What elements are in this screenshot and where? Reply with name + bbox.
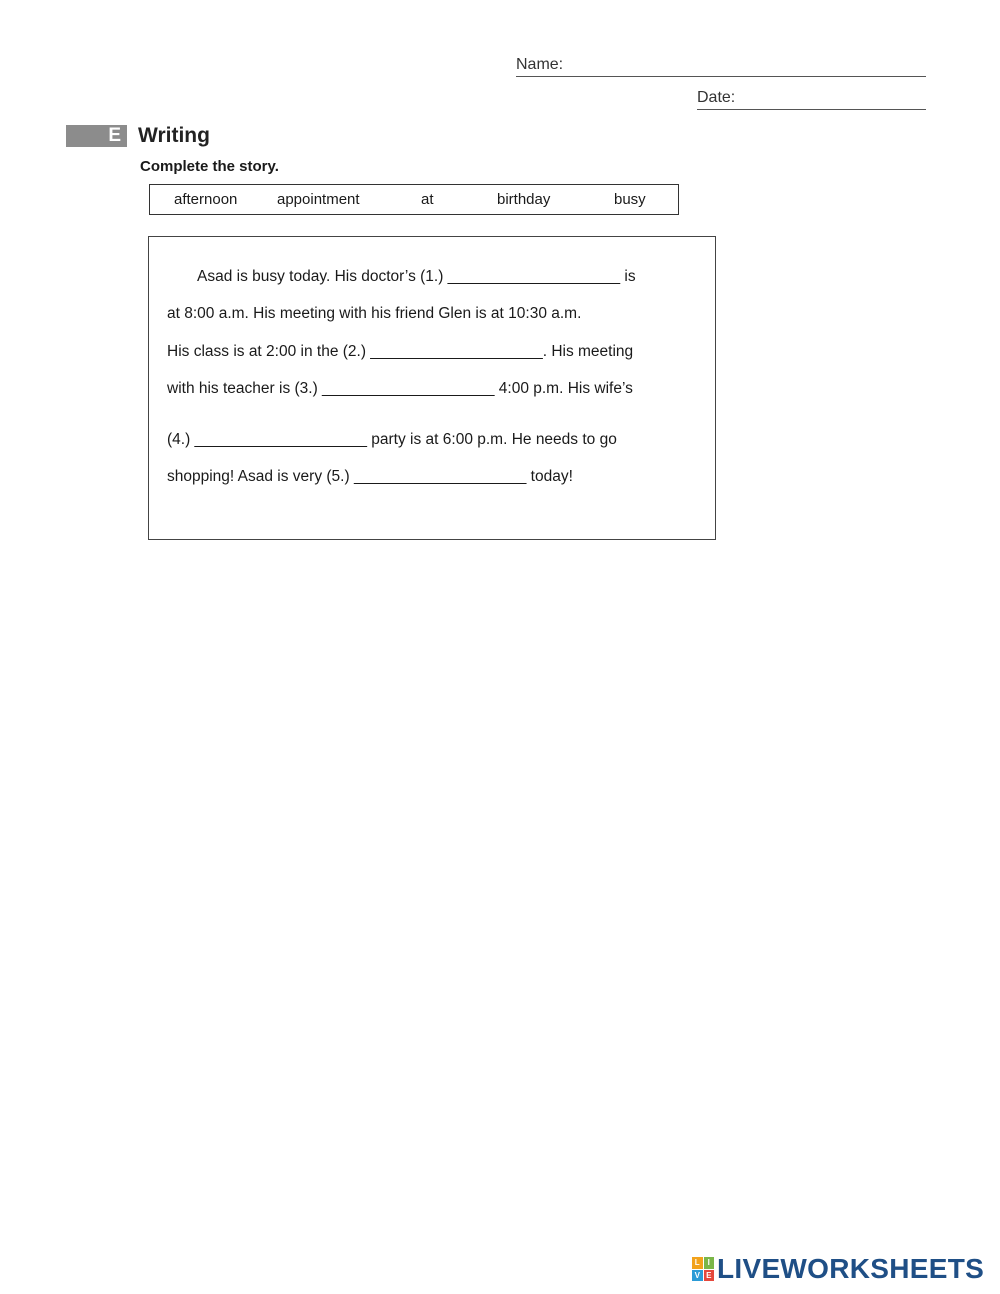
logo-text: LIVEWORKSHEETS xyxy=(717,1253,985,1284)
instruction-text: Complete the story. xyxy=(140,158,279,175)
story-line: (4.) ____________________ party is at 6:00 p.m. He needs to go xyxy=(167,431,617,448)
story-line: His class is at 2:00 in the (2.) ____________________. His meeting xyxy=(167,343,634,360)
logo-letter: I xyxy=(704,1257,715,1269)
name-label: Name: xyxy=(516,56,564,73)
word-bank-item: busy xyxy=(614,191,646,208)
section-badge xyxy=(66,125,127,147)
liveworksheets-logo xyxy=(692,1254,984,1284)
logo-letter: V xyxy=(692,1270,703,1282)
word-bank-item: at xyxy=(421,191,434,208)
word-bank xyxy=(149,184,679,215)
logo-letter: E xyxy=(704,1270,715,1282)
word-bank-item: afternoon xyxy=(174,191,238,208)
date-field[interactable] xyxy=(697,89,926,110)
section-title: Writing xyxy=(138,124,210,147)
story-line: at 8:00 a.m. His meeting with his friend Glen is at 10:30 a.m. xyxy=(167,305,582,322)
word-bank-item: birthday xyxy=(497,191,551,208)
logo-letter: L xyxy=(692,1257,703,1269)
story-box xyxy=(148,236,716,540)
story-line: with his teacher is (3.) ____________________ 4:00 p.m. His wife’s xyxy=(167,380,633,397)
name-field[interactable] xyxy=(516,56,926,77)
date-label: Date: xyxy=(697,89,736,106)
logo-icon xyxy=(692,1257,714,1281)
story-line: shopping! Asad is very (5.) ____________________ today! xyxy=(167,468,573,485)
word-bank-item: appointment xyxy=(277,191,360,208)
section-letter: E xyxy=(108,125,121,146)
story-line: Asad is busy today. His doctor’s (1.) ____________________ is xyxy=(197,268,636,285)
